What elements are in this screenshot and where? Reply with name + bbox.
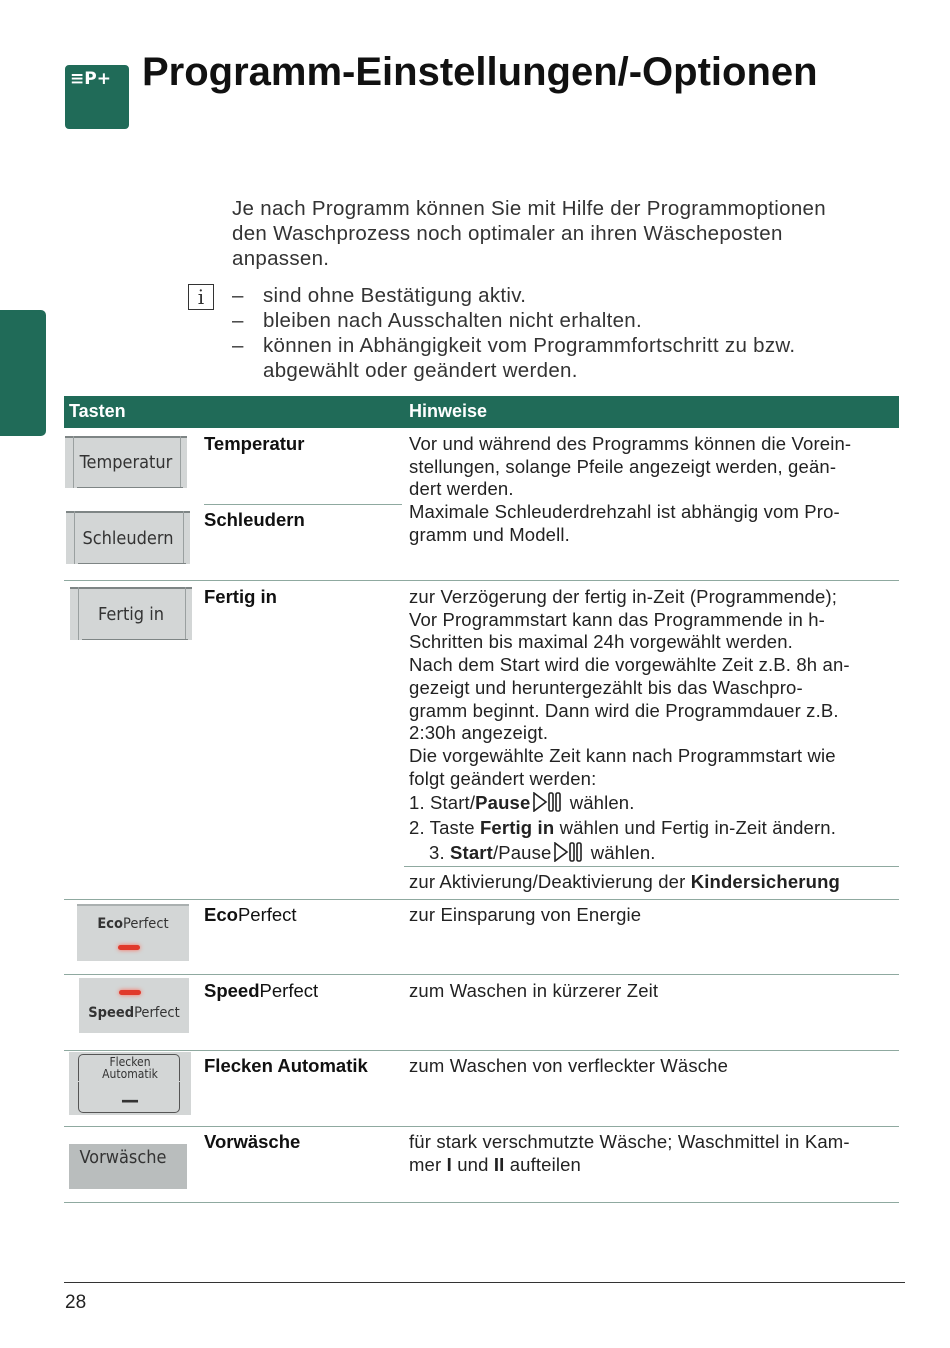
row-divider xyxy=(404,866,899,867)
speedperfect-note: zum Waschen in kürzerer Zeit xyxy=(409,980,659,1001)
program-options-icon-glyph: ≡P+ xyxy=(70,69,111,89)
list-item xyxy=(232,308,912,333)
fertig-in-label: Fertig in xyxy=(204,586,277,607)
ecoperfect-button-label: EcoPerfect xyxy=(97,916,169,932)
fertig-in-button[interactable] xyxy=(70,587,192,640)
start-pause-icon xyxy=(553,842,583,862)
fertig-in-note: zur Verzögerung der fertig in-Zeit (Programmende); Vor Programmstart kann das Programmende in h- Schritten bis maximal 24h vorgewählt werden. Nach dem Start wird die vorgewählte Zeit z.B. 8h an- gezeigt und heruntergezählt bis das Waschpro- gramm beginnt. Dann wird die Programmdauer z.B. 2:30h angezeigt. Die vorgewählte Zeit kann nach Programmstart wie folgt geändert werden: 1. Start/Pause wählen. 2. Taste Fertig in wählen und Fertig in-Zeit ändern. 3. Start/Pause wählen. xyxy=(409,586,901,864)
list-dash: – xyxy=(232,309,244,332)
schleudern-button-label: Schleudern xyxy=(82,528,174,549)
temperatur-button-label: Temperatur xyxy=(79,452,173,473)
temperatur-button[interactable] xyxy=(65,436,187,488)
table-header xyxy=(64,396,899,428)
intro-line: den Waschprozess noch optimaler an ihren Wäscheposten xyxy=(232,222,783,245)
child-lock-note: zur Aktivierung/Deaktivierung der Kindersicherung xyxy=(409,871,840,892)
schleudern-button[interactable] xyxy=(66,511,190,564)
ecoperfect-button[interactable] xyxy=(77,904,189,961)
vorwaesche-note: für stark verschmutzte Wäsche; Waschmittel in Kam- mer I und II aufteilen xyxy=(409,1131,850,1175)
intro-line: anpassen. xyxy=(232,247,330,270)
vorwaesche-button-label: Vorwäsche xyxy=(79,1147,167,1168)
row-divider xyxy=(64,1050,899,1051)
row-divider xyxy=(204,504,402,505)
temperatur-schleudern-note: Vor und während des Programms können die Vorein- stellungen, solange Pfeile angezeigt werden, geän- dert werden. Maximale Schleuderdrehzahl ist abhängig vom Pro- gramm und Modell. xyxy=(409,433,852,545)
list-item-text: sind ohne Bestätigung aktiv. xyxy=(263,284,527,307)
flecken-automatik-button[interactable] xyxy=(69,1052,191,1115)
page-number: 28 xyxy=(65,1292,87,1313)
list-item-text: bleiben nach Ausschalten nicht erhalten. xyxy=(263,309,642,332)
list-dash: – xyxy=(232,334,244,357)
speedperfect-label: SpeedPerfect xyxy=(204,980,319,1001)
column-header-tasten: Tasten xyxy=(69,401,126,421)
list-item xyxy=(232,283,912,308)
notes-list xyxy=(232,283,912,383)
program-options-icon xyxy=(65,65,129,129)
list-dash: – xyxy=(232,284,244,307)
fertig-in-button-label: Fertig in xyxy=(98,604,164,625)
row-divider xyxy=(64,974,899,975)
row-divider xyxy=(64,899,899,900)
page-title: Programm-Einstellungen/-Optionen xyxy=(142,50,818,94)
step-2: 2. Taste Fertig in wählen und Fertig in-Zeit ändern. xyxy=(409,817,837,839)
row-divider xyxy=(64,580,899,581)
speedperfect-button[interactable] xyxy=(79,978,189,1033)
row-divider xyxy=(64,1126,899,1127)
list-item xyxy=(232,333,912,383)
vorwaesche-button[interactable] xyxy=(69,1144,187,1189)
intro-line: Je nach Programm können Sie mit Hilfe der Programmoptionen xyxy=(232,197,826,220)
info-icon: i xyxy=(188,284,214,310)
temperatur-label: Temperatur xyxy=(204,433,305,454)
speedperfect-button-label: SpeedPerfect xyxy=(88,1005,180,1021)
row-divider xyxy=(64,1202,899,1203)
speedperfect-indicator-led xyxy=(119,990,141,995)
flecken-automatik-button-label: Flecken Automatik xyxy=(102,1055,158,1081)
start-pause-icon xyxy=(532,792,562,812)
section-side-tab xyxy=(0,310,46,436)
flecken-automatik-note: zum Waschen von verfleckter Wäsche xyxy=(409,1055,729,1076)
ecoperfect-label: EcoPerfect xyxy=(204,904,297,925)
list-item-text: können in Abhängigkeit vom Programmfortschritt zu bzw. xyxy=(263,334,796,357)
step-3: 3. Start/Pause wählen. xyxy=(429,841,656,863)
ecoperfect-note: zur Einsparung von Energie xyxy=(409,904,642,925)
schleudern-label: Schleudern xyxy=(204,509,305,530)
flecken-automatik-indicator: — xyxy=(121,1088,139,1112)
list-item-text: abgewählt oder geändert werden. xyxy=(263,359,578,382)
vorwaesche-label: Vorwäsche xyxy=(204,1131,301,1152)
flecken-automatik-label: Flecken Automatik xyxy=(204,1055,368,1076)
column-header-hinweise: Hinweise xyxy=(409,401,488,421)
footer-rule xyxy=(64,1282,905,1283)
intro-paragraph xyxy=(232,196,912,271)
step-1: 1. Start/Pause wählen. xyxy=(409,792,635,814)
ecoperfect-indicator-led xyxy=(118,945,140,950)
